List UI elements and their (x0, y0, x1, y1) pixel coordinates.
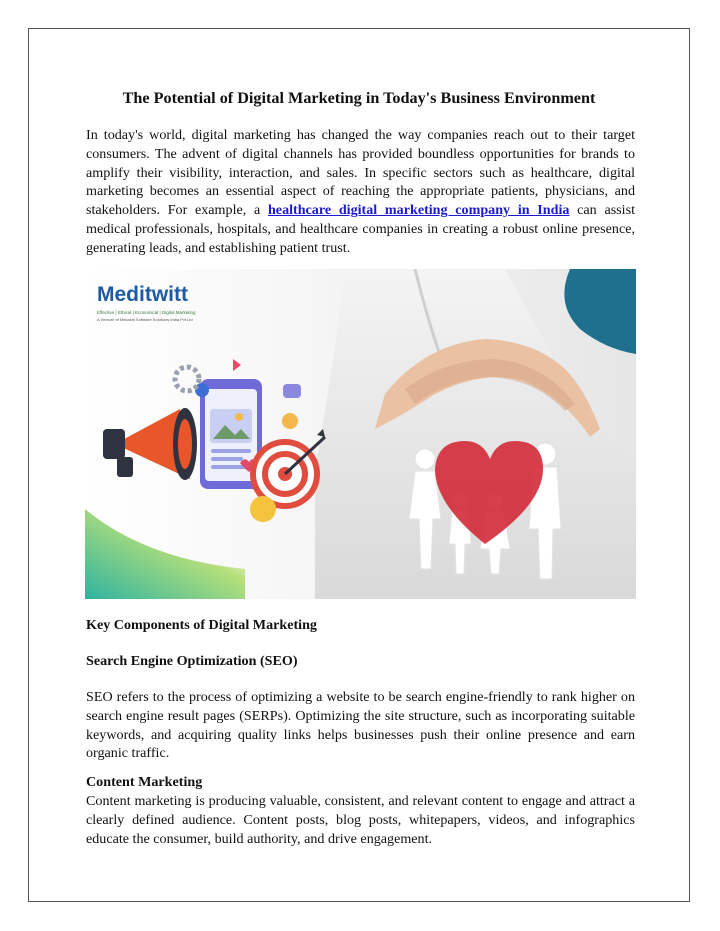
intro-text-before: In today's world, digital marketing has changed the way companies reach out to their target consumers. The advent of digital channels has provided boundless opportunities for brands to amplify their visibility, interaction, and sales. In specific sectors such as healthcare, digital marketing becomes an essential aspect of reaching the appropriate patients, physicians, and stakeholders. For example, a (86, 127, 635, 219)
logo-text: Meditwitt (97, 283, 188, 306)
seo-paragraph: SEO refers to the process of optimizing a website to be search engine-friendly to rank higher on search engine result pages (SERPs). Optimizing the site structure, such as incorporating suitable keywords, and acquiring quality links helps businesses push their online presence and earn organic traffic. (86, 689, 635, 762)
intro-paragraph (86, 126, 635, 258)
document-page (28, 28, 690, 902)
intro-text-after: can assist medical professionals, hospitals, and healthcare companies in creating a robust online presence, generating leads, and establishing patient trust. (86, 202, 635, 256)
content-marketing-heading: Content Marketing (86, 774, 203, 790)
meditwitt-logo (97, 283, 196, 322)
logo-subline: A Venture of Mekashi Software Solutions India Pvt Ltd (97, 317, 193, 322)
content-marketing-paragraph: Content marketing is producing valuable, consistent, and relevant content to engage and attract a clearly defined audience. Content posts, blog posts, whitepapers, videos, and infographics educate the consumer, build authority, and drive engagement. (86, 793, 635, 847)
page-title: The Potential of Digital Marketing in Today's Business Environment (122, 89, 596, 107)
hero-illustration (85, 269, 636, 599)
seo-heading: Search Engine Optimization (SEO) (86, 653, 298, 669)
healthcare-marketing-link[interactable]: healthcare digital marketing company in India (267, 202, 570, 219)
key-components-heading: Key Components of Digital Marketing (86, 617, 317, 633)
hero-image (85, 269, 636, 599)
logo-tagline: Effective | Ethical | Economical | Digital Marketing (97, 310, 196, 315)
